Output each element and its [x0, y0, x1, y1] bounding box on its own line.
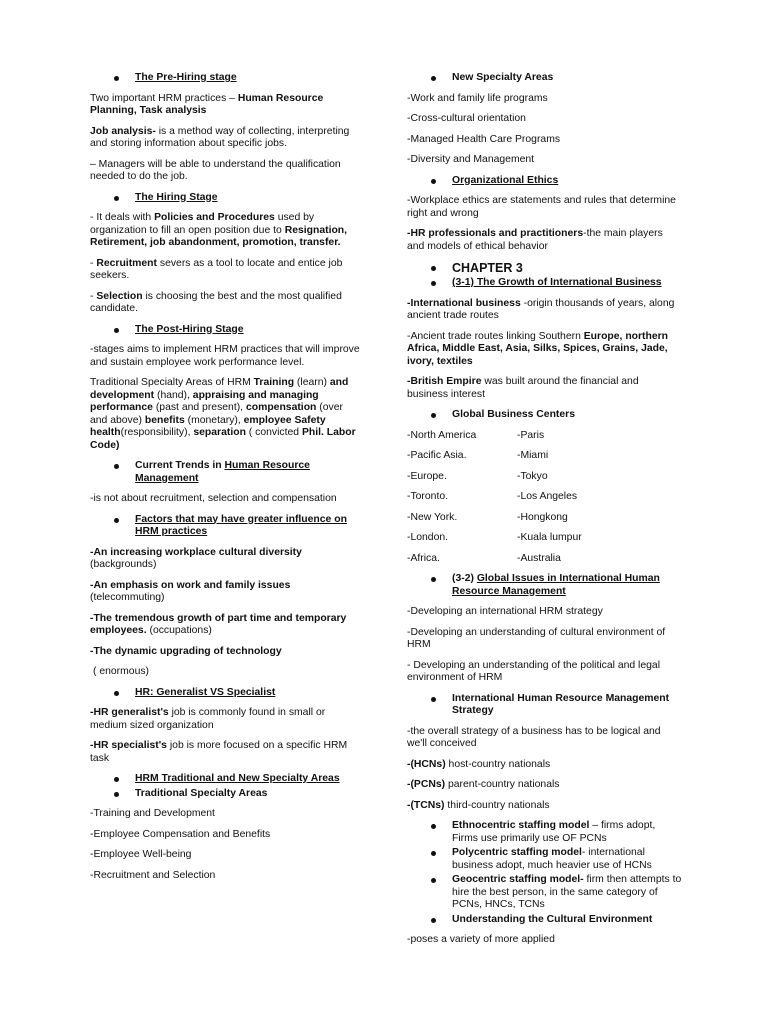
specialist-paragraph: -HR specialist's job is more focused on a specific HRM task [90, 740, 348, 764]
factor-technology: -The dynamic upgrading of technology [90, 645, 282, 657]
right-column [407, 72, 682, 955]
centers-row: -Pacific Asia. -Miami [407, 450, 549, 461]
trad-new-heading: HRM Traditional and New Specialty Areas [90, 773, 362, 786]
centers-row: -Toronto. -Los Angeles [407, 491, 578, 502]
chapter-heading: CHAPTER 3 [407, 261, 682, 275]
bullet-icon [431, 266, 436, 271]
bullet-icon [114, 328, 119, 333]
job-analysis-paragraph: Job analysis- is a method way of collecting, interpreting and storing information about specific jobs. [90, 125, 350, 149]
centers-heading: Global Business Centers [407, 409, 682, 422]
overall-strategy-paragraph: -the overall strategy of a business has to be logical and we'll conceived [407, 725, 661, 749]
centers-row: -North America -Paris [407, 429, 545, 441]
ethics-paragraph: -Workplace ethics are statements and rules that determine right and wrong [407, 195, 676, 219]
stages-paragraph: -stages aims to implement HRM practices that will improve and sustain employee work performance level. [90, 344, 360, 368]
develop-political-paragraph: - Developing an understanding of the political and legal environment of HRM [407, 659, 661, 683]
bullet-icon [114, 691, 119, 696]
bullet-icon [431, 413, 436, 418]
traditional-areas-paragraph: Traditional Specialty Areas of HRM Training (learn) and development (hand), appraising and managing performance (past and present), compensation (over and above) benefits (monetary), employee Safety health(responsibility), separation ( convicted Phil. Labor Code) [90, 377, 356, 451]
bullet-icon [431, 179, 436, 184]
ancient-routes-paragraph: -Ancient trade routes linking Southern Europe, northern Africa, Middle East, Asia, Silks, Spices, Grains, Jade, ivory, textiles [407, 330, 669, 367]
cultural-environment-item: Understanding the Cultural Environment [407, 914, 682, 927]
geocentric-item: Geocentric staffing model- firm then attempts to hire the best person, in the same category of PCNs, HNCs, TCNs [407, 874, 682, 912]
list-item: -Managed Health Care Programs [407, 133, 561, 145]
list-item: -Employee Well-being [90, 849, 192, 860]
global-issues-heading: (3-2) Global Issues in International Human Resource Management [407, 573, 682, 598]
factors-heading: Factors that may have greater influence on HRM practices [90, 514, 362, 539]
develop-strategy-paragraph: -Developing an international HRM strategy [407, 606, 603, 617]
bullet-icon [431, 824, 436, 829]
british-empire-paragraph: -British Empire was built around the financial and business interest [407, 376, 639, 400]
not-about-paragraph: -is not about recruitment, selection and compensation [90, 493, 337, 504]
bullet-icon [114, 777, 119, 782]
factor-diversity: -An increasing workplace cultural diversity (backgrounds) [90, 546, 302, 570]
pre-hiring-heading: The Pre-Hiring stage [90, 72, 362, 85]
left-column [90, 72, 362, 890]
bullet-icon [431, 851, 436, 856]
list-item: -Employee Compensation and Benefits [90, 828, 271, 840]
list-item: -Work and family life programs [407, 92, 548, 104]
centers-row: -Europe. -Tokyo [407, 470, 548, 482]
generalist-paragraph: -HR generalist's job is commonly found in small or medium sized organization [90, 707, 326, 731]
growth-heading: (3-1) The Growth of International Business [407, 277, 682, 290]
generalist-heading: HR: Generalist VS Specialist [90, 687, 362, 700]
list-item: -Cross-cultural orientation [407, 113, 526, 124]
intl-business-paragraph: -International business -origin thousands of years, along ancient trade routes [407, 297, 675, 321]
bullet-icon [431, 697, 436, 702]
list-item: -Recruitment and Selection [90, 869, 216, 881]
policies-paragraph: - It deals with Policies and Procedures used by organization to fill an open position due to Resignation, Retirement, job abandonment, promotion, transfer. [90, 212, 348, 248]
trad-areas-heading: Traditional Specialty Areas [90, 788, 362, 801]
current-trends-heading: Current Trends in Human Resource Management [90, 460, 362, 485]
tcn-paragraph: -(TCNs) third-country nationals [407, 799, 550, 811]
develop-cultural-paragraph: -Developing an understanding of cultural environment of HRM [407, 626, 666, 650]
bullet-icon [114, 518, 119, 523]
centers-row: -London. -Kuala lumpur [407, 532, 582, 543]
selection-paragraph: - Selection is choosing the best and the most qualified candidate. [90, 290, 342, 314]
factor-family: -An emphasis on work and family issues (telecommuting) [90, 579, 291, 603]
factor-part-time: -The tremendous growth of part time and temporary employees. (occupations) [90, 612, 347, 636]
bullet-icon [114, 196, 119, 201]
centers-row: -Africa. -Australia [407, 552, 561, 564]
bullet-icon [114, 464, 119, 469]
bullet-icon [431, 76, 436, 81]
list-item: -Training and Development [90, 808, 215, 819]
poses-paragraph: -poses a variety of more applied [407, 934, 555, 945]
polycentric-item: Polycentric staffing model- international business adopt, much heavier use of HCNs [407, 847, 682, 872]
bullet-icon [431, 878, 436, 883]
list-item: -Diversity and Management [407, 154, 535, 165]
enormous-text: ( enormous) [93, 666, 150, 677]
hiring-stage-heading: The Hiring Stage [90, 192, 362, 205]
ethics-heading: Organizational Ethics [407, 175, 682, 188]
ethnocentric-item: Ethnocentric staffing model – firms adopt, Firms use primarily use OF PCNs [407, 820, 682, 845]
hr-professionals-paragraph: -HR professionals and practitioners-the main players and models of ethical behavior [407, 228, 663, 252]
centers-row: -New York. -Hongkong [407, 511, 568, 523]
new-areas-heading: New Specialty Areas [407, 72, 682, 85]
ihrm-strategy-heading: International Human Resource Management Strategy [407, 693, 682, 718]
hcn-paragraph: -(HCNs) host-country nationals [407, 758, 551, 770]
two-practices-paragraph: Two important HRM practices – Human Resource Planning, Task analysis [90, 92, 324, 116]
bullet-icon [114, 76, 119, 81]
bullet-icon [431, 918, 436, 923]
recruitment-paragraph: - Recruitment severs as a tool to locate and entice job seekers. [90, 257, 343, 281]
bullet-icon [431, 577, 436, 582]
bullet-icon [114, 792, 119, 797]
pcn-paragraph: -(PCNs) parent-country nationals [407, 779, 560, 790]
managers-paragraph: – Managers will be able to understand the qualification needed to do the job. [90, 158, 341, 182]
bullet-icon [431, 281, 436, 286]
post-hiring-heading: The Post-Hiring Stage [90, 324, 362, 337]
